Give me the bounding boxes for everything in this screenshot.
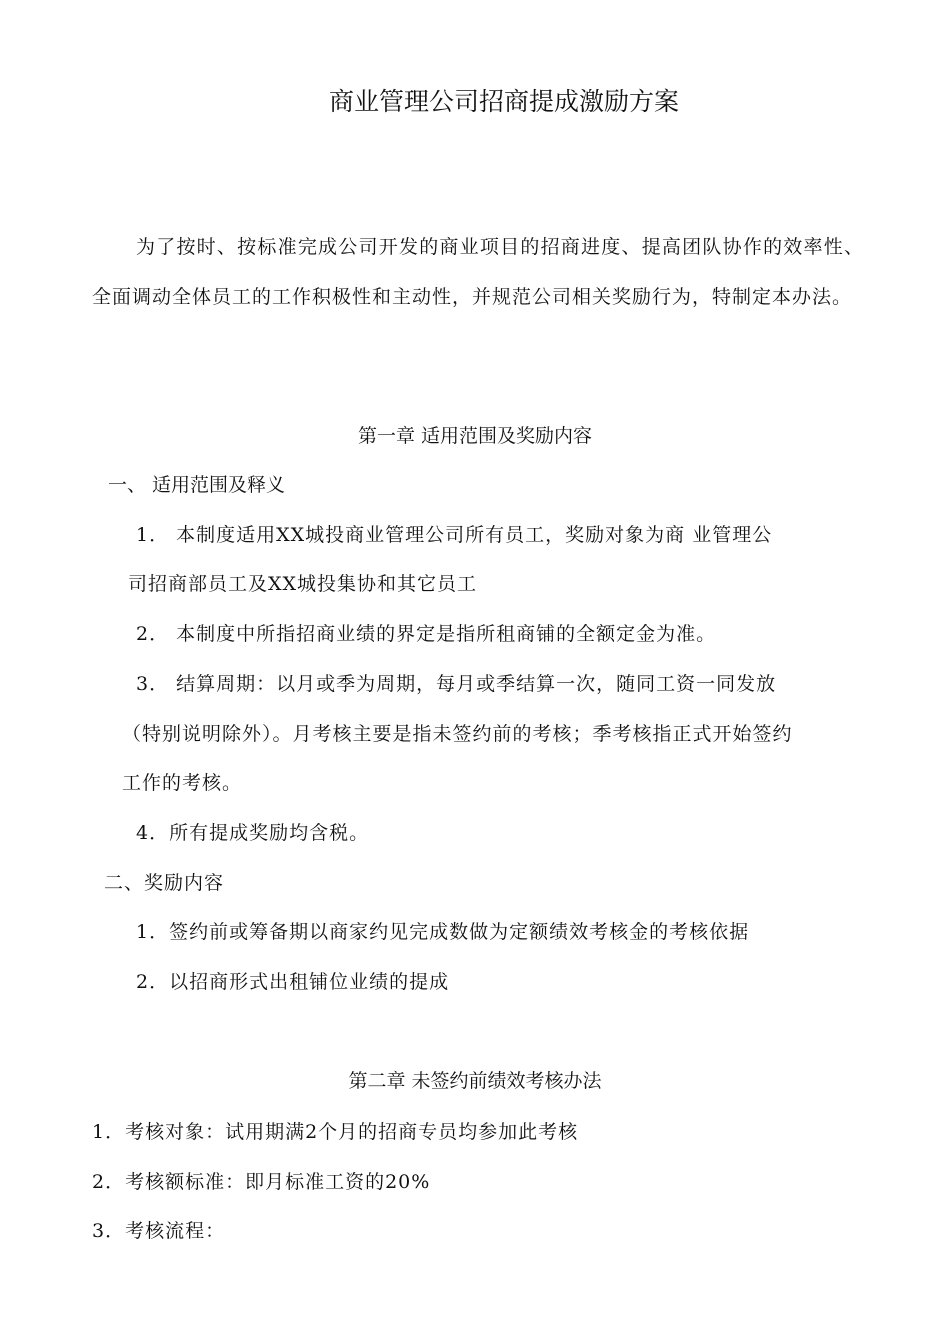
assessment-item-1: 1．考核对象：试用期满2个月的招商专员均参加此考核 <box>92 1121 579 1143</box>
intro-paragraph: 为了按时、按标准完成公司开发的商业项目的招商进度、提高团队协作的效率性、全面调动全体员工的工作积极性和主动性，并规范公司相关奖励行为，特制定本办法。 <box>92 236 864 308</box>
scope-item-1-line-1: 1． 本制度适用XX城投商业管理公司所有员工，奖励对象为商 业管理公 <box>136 524 773 546</box>
reward-item-2: 2．以招商形式出租铺位业绩的提成 <box>136 971 450 993</box>
scope-item-3-line-2: （特别说明除外）。月考核主要是指未签约前的考核；季考核指正式开始签约 <box>122 723 793 745</box>
section2-heading: 二、奖励内容 <box>104 872 225 894</box>
chapter1-heading: 第一章 适用范围及奖励内容 <box>357 425 593 447</box>
document-title: 商业管理公司招商提成激励方案 <box>328 87 679 116</box>
assessment-item-2: 2．考核额标准：即月标准工资的20% <box>92 1171 431 1193</box>
scope-item-4: 4．所有提成奖励均含税。 <box>136 822 370 844</box>
chapter2-heading: 第二章 未签约前绩效考核办法 <box>348 1070 602 1092</box>
section1-heading: 一、 适用范围及释义 <box>108 474 286 496</box>
assessment-item-3: 3．考核流程： <box>92 1220 226 1242</box>
scope-item-3-line-3: 工作的考核。 <box>122 772 243 794</box>
scope-item-1-line-2: 司招商部员工及XX城投集协和其它员工 <box>128 573 478 595</box>
reward-item-1: 1．签约前或筹备期以商家约见完成数做为定额绩效考核金的考核依据 <box>136 921 750 943</box>
scope-item-2: 2． 本制度中所指招商业绩的界定是指所租商铺的全额定金为准。 <box>136 623 717 645</box>
scope-item-3-line-1: 3． 结算周期：以月或季为周期，每月或季结算一次，随同工资一同发放 <box>136 673 777 695</box>
